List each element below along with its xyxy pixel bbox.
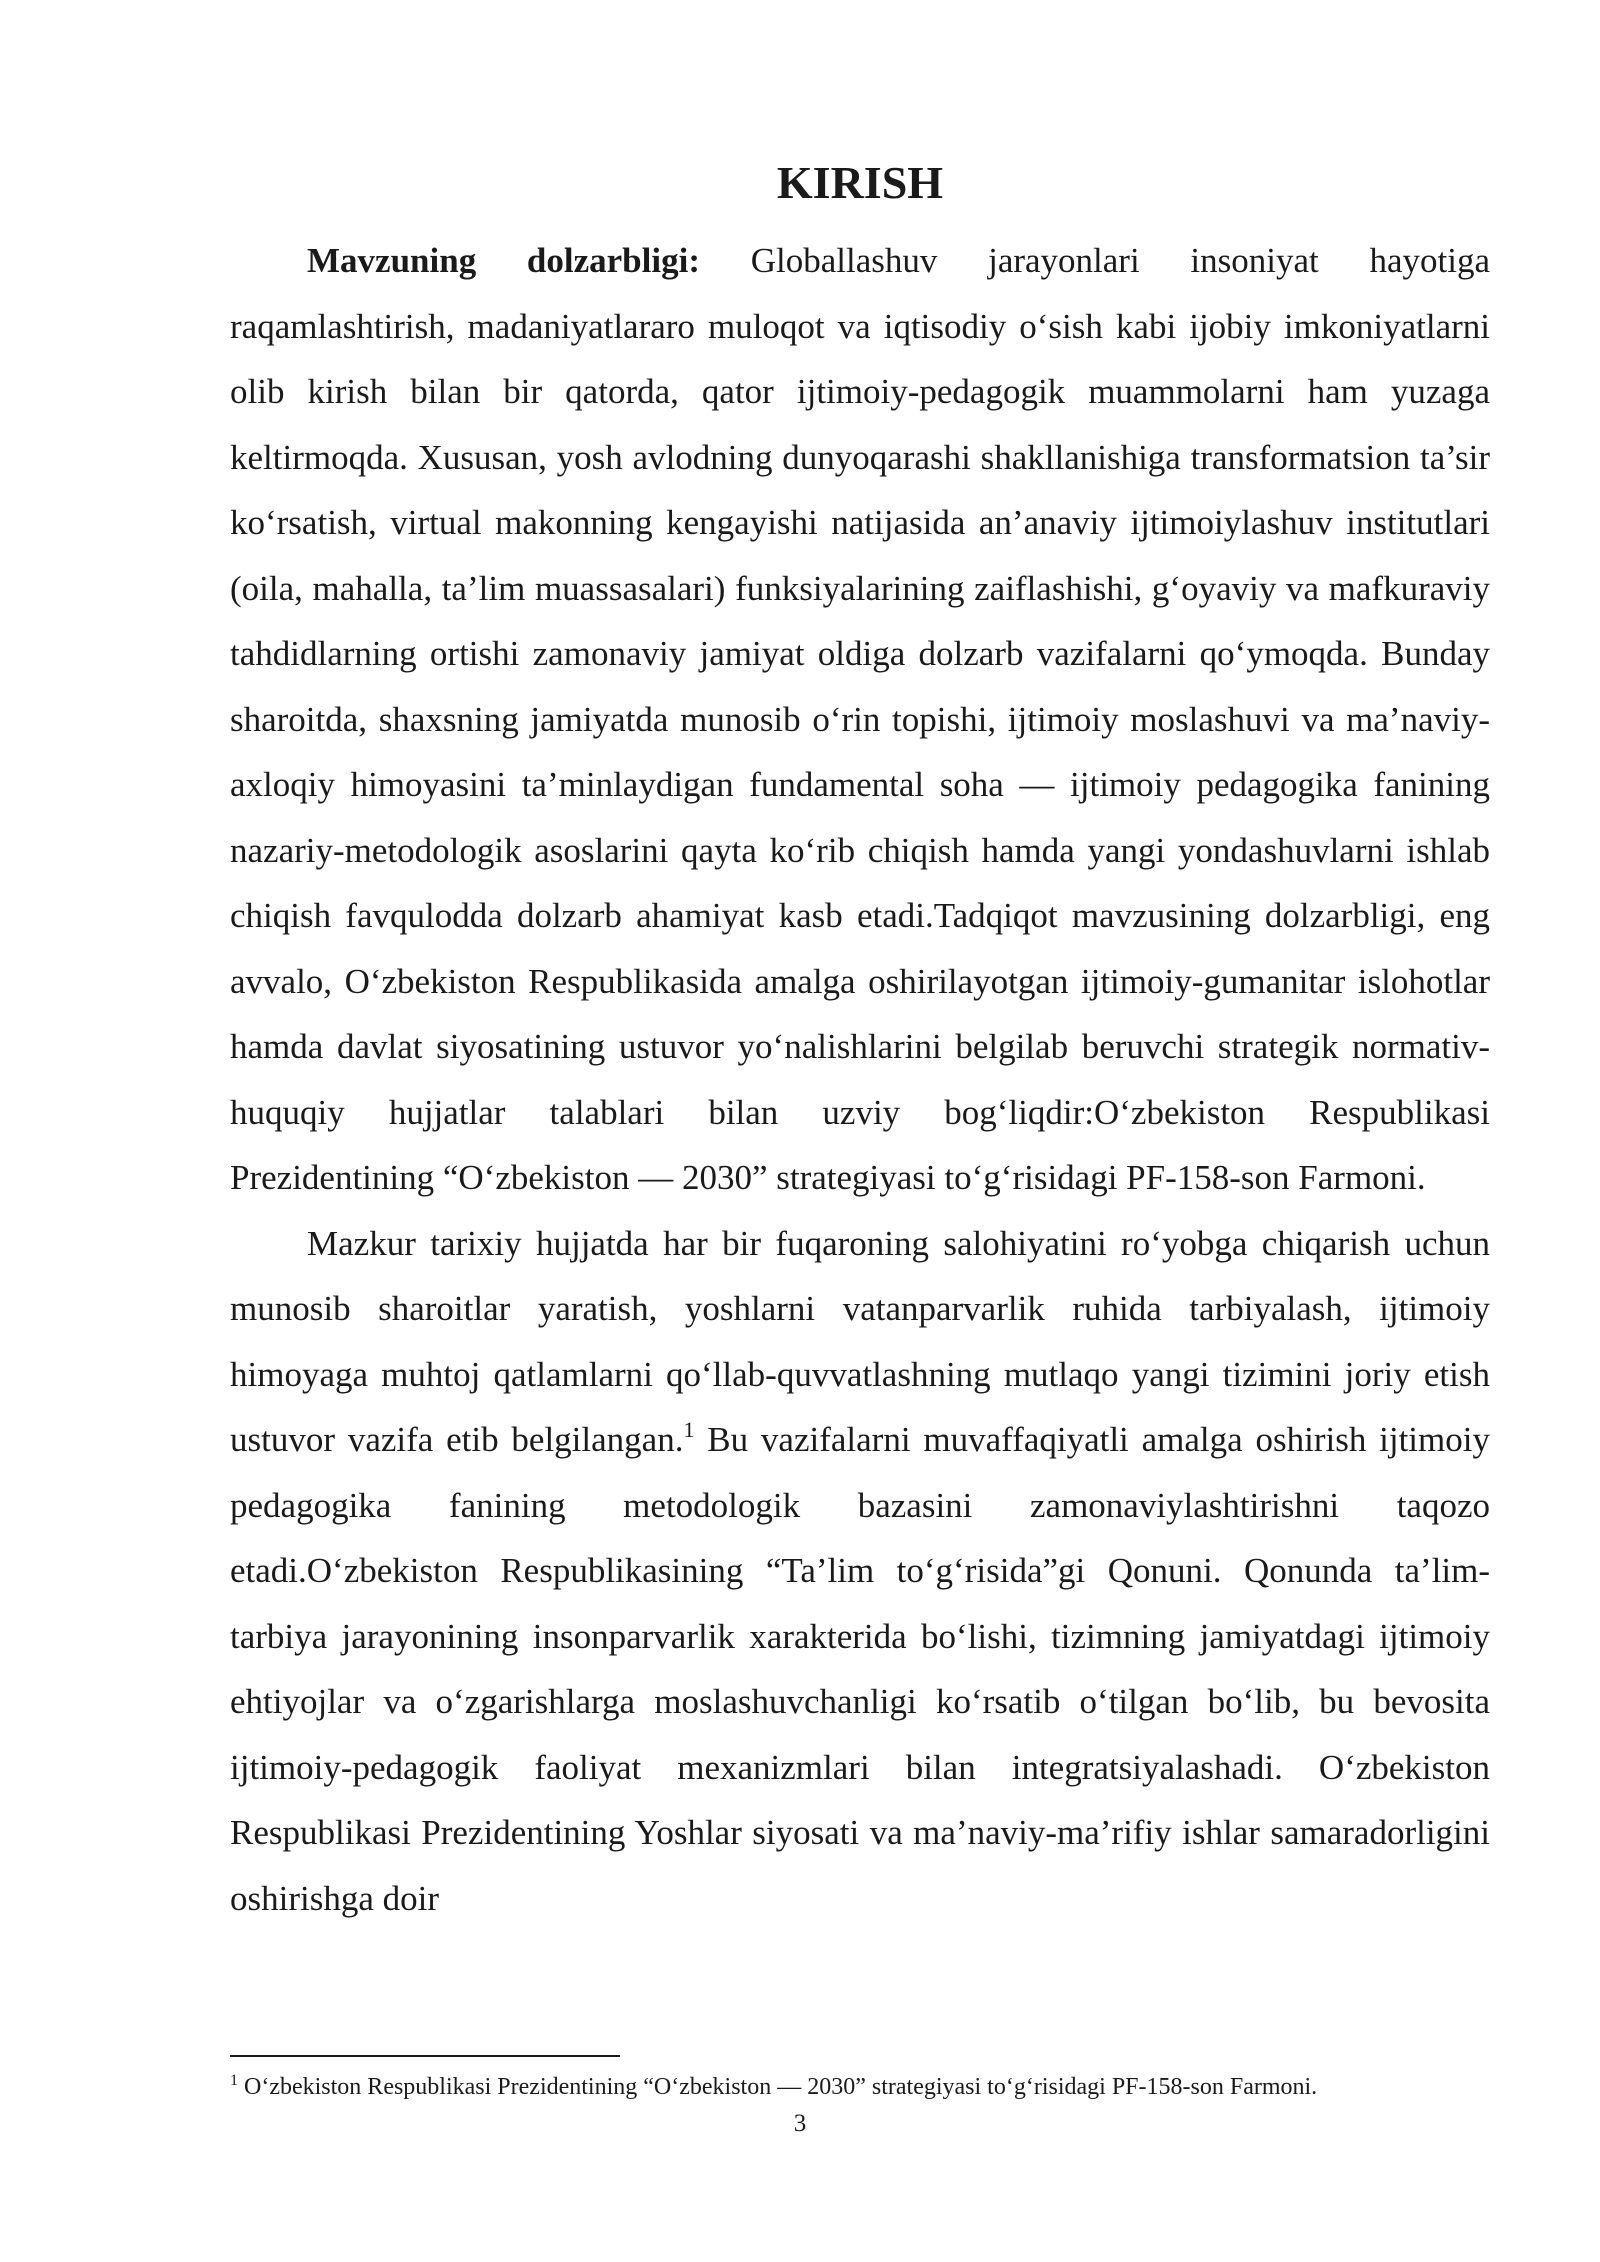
paragraph-document bbox=[230, 1211, 1490, 1932]
page-number: 3 bbox=[793, 2110, 807, 2137]
footnote-divider bbox=[230, 2055, 620, 2057]
body-text bbox=[230, 228, 1490, 1931]
footnote bbox=[230, 2070, 1490, 2104]
paragraph-text-before-ref: Mazkur tarixiy hujjatda har bir fuqaroning salohiyatini ro‘yobga chiqarish uchun munosib sharoitlar yaratish, yoshlarni vatanparvarlik ruhida tarbiyalash, ijtimoiy himoyaga muhtoj qatlamlarni qo‘llab-quvvatlashning mutlaqo yangi tizimini joriy etish ustuvor vazifa etib belgilangan. bbox=[230, 1223, 1490, 1459]
paragraph-text-after-ref: Bu vazifalarni muvaffaqiyatli amalga oshirish ijtimoiy pedagogika fanining metodologik bazasini zamonaviylashtirishni taqozo etadi.O‘zbekiston Respublikasining “Ta’lim to‘g‘risida”gi Qonuni. Qonunda ta’lim-tarbiya jarayonining insonparvarlik xarakterida bo‘lishi, tizimning jamiyatdagi ijtimoiy ehtiyojlar va o‘zgarishlarga moslashuvchanligi ko‘rsatib o‘tilgan bo‘lib, bu bevosita ijtimoiy-pedagogik faoliyat mexanizmlari bilan integratsiyalashadi. O‘zbekiston Respublikasi Prezidentining Yoshlar siyosati va ma’naviy-ma’rifiy ishlar samaradorligini oshirishga doir bbox=[230, 1420, 1490, 1918]
footnote-text: O‘zbekiston Respublikasi Prezidentining “O‘zbekiston — 2030” strategiyasi to‘g‘risidagi PF-158-son Farmoni. bbox=[238, 2074, 1318, 2100]
paragraph-relevance bbox=[230, 228, 1490, 1211]
page-heading: KIRISH bbox=[776, 157, 944, 208]
paragraph-label: Mavzuning dolzarbligi: bbox=[307, 241, 700, 280]
paragraph-text: Globallashuv jarayonlari insoniyat hayotiga raqamlashtirish, madaniyatlararo muloqot va iqtisodiy o‘sish kabi ijobiy imkoniyatlarni olib kirish bilan bir qatorda, qator ijtimoiy-pedagogik muammolarni ham yuzaga keltirmoqda. Xususan, yosh avlodning dunyoqarashi shakllanishiga transformatsion ta’sir ko‘rsatish, virtual makonning kengayishi natijasida an’anaviy ijtimoiylashuv institutlari (oila, mahalla, ta’lim muassasalari) funksiyalarining zaiflashishi, g‘oyaviy va mafkuraviy tahdidlarning ortishi zamonaviy jamiyat oldiga dolzarb vazifalarni qo‘ymoqda. Bunday sharoitda, shaxsning jamiyatda munosib o‘rin topishi, ijtimoiy moslashuvi va ma’naviy-axloqiy himoyasini ta’minlaydigan fundamental soha — ijtimoiy pedagogika fanining nazariy-metodologik asoslarini qayta ko‘rib chiqish hamda yangi yondashuvlarni ishlab chiqish favqulodda dolzarb ahamiyat kasb etadi.Tadqiqot mavzusining dolzarbligi, eng avvalo, O‘zbekiston Respublikasida amalga oshirilayotgan ijtimoiy-gumanitar islohotlar hamda davlat siyosatining ustuvor yo‘nalishlarini belgilab beruvchi strategik normativ-huquqiy hujjatlar talablari bilan uzviy bog‘liqdir:O‘zbekiston Respublikasi Prezidentining “O‘zbekiston — 2030” strategiyasi to‘g‘risidagi PF-158-son Farmoni. bbox=[230, 241, 1490, 1197]
footnote-reference[interactable]: 1 bbox=[683, 1417, 695, 1442]
footnote-marker: 1 bbox=[230, 2072, 238, 2089]
